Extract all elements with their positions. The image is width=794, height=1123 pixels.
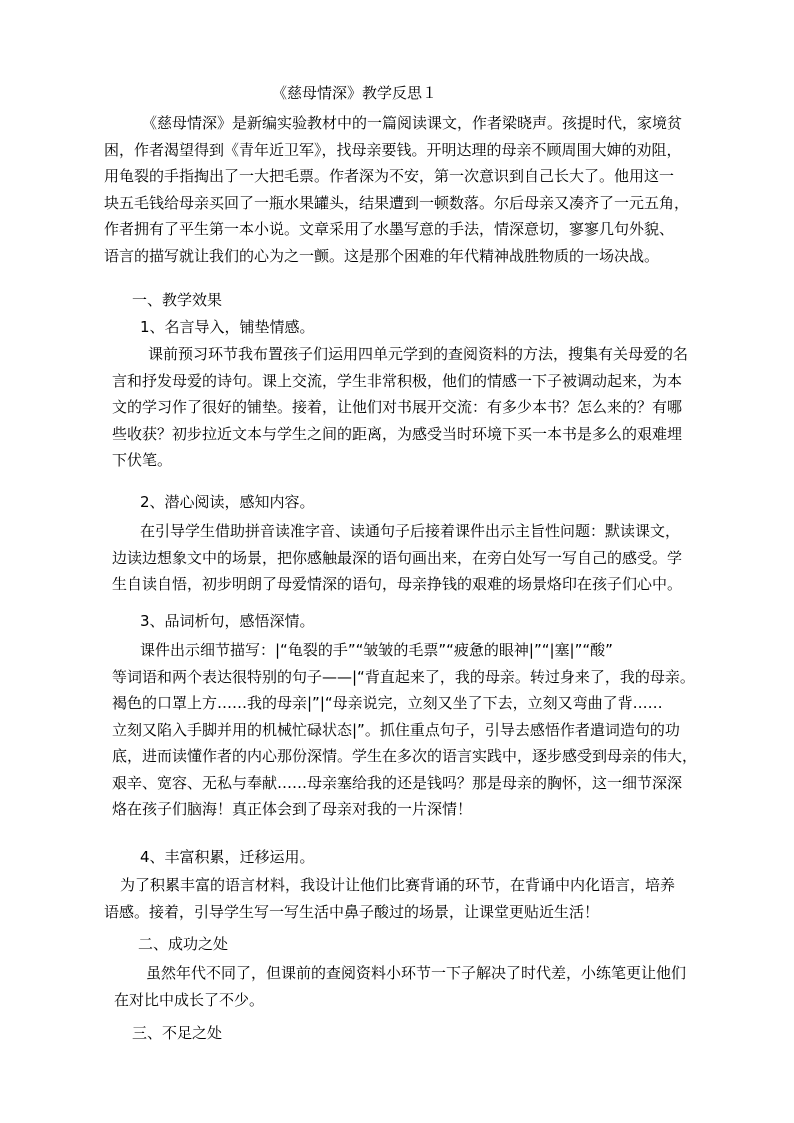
text-line: 为了积累丰富的语言材料，我设计让他们比赛背诵的环节，在背诵中内化语言，培养: [120, 876, 676, 894]
text-line: 文的学习作了很好的铺垫。接着，让他们对书展开交流：有多少本书？怎么来的？有哪: [112, 398, 683, 416]
text-line: 在对比中成长了不少。: [114, 990, 265, 1009]
text-line: 虽然年代不同了，但课前的查阅资料小环节一下子解决了时代差，小练笔更让他们: [146, 964, 687, 982]
text-line: 用龟裂的手指掏出了一大把毛票。作者深为不安，第一次意识到自己长大了。他用这一: [104, 167, 675, 185]
subheading-2: 2、潜心阅读，感知内容。: [140, 493, 315, 511]
text-line: 等词语和两个表达很特别的句子——|“背直起来了，我的母亲。转过身来了，我的母亲。: [112, 667, 695, 686]
section-heading-3: 三、不足之处: [132, 1024, 223, 1042]
text-line: 些收获？初步拉近文本与学生之间的距离，为感受当时环境下买一本书是多么的艰难埋: [112, 424, 683, 443]
text-line: 烙在孩子们脑海！真正体会到了母亲对我的一片深情！: [112, 800, 473, 818]
text-line: 语言的描写就让我们的心为之一颤。这是那个困难的年代精神战胜物质的一场决战。: [104, 246, 660, 265]
text-line: 言和抒发母爱的诗句。课上交流，学生非常积极，他们的情感一下子被调动起来，为本: [112, 371, 683, 390]
subheading-4: 4、丰富积累，迁移运用。: [140, 848, 315, 866]
text-line: 课件出示细节描写：|“龟裂的手”“皱皱的毛票”“疲惫的眼神|”“|塞|”“酸”: [140, 641, 613, 659]
text-line: 立刻又陷入手脚并用的机械忙碌状态|”。抓住重点句子，引导去感悟作者遣词造句的功: [112, 720, 680, 739]
text-line: 褐色的口罩上方……我的母亲|”|“母亲说完，立刻又坐了下去，立刻又弯曲了背……: [112, 694, 663, 712]
intro-paragraph: [104, 110, 724, 269]
paragraph-section2: [114, 960, 734, 1013]
section-heading-1: 一、教学效果: [132, 291, 223, 309]
section-heading-2: 二、成功之处: [138, 935, 229, 953]
text-line: 困，作者渴望得到《青年近卫军》，找母亲要钱。开明达理的母亲不顾周围大婶的劝阻，: [104, 140, 682, 159]
text-line: 语感。接着，引导学生写一写生活中鼻子酸过的场景，让课堂更贴近生活！: [104, 902, 600, 921]
text-line: 艰辛、宽容、无私与奉献……母亲塞给我的还是钱吗？那是母亲的胸怀，这一细节深深: [112, 773, 683, 792]
text-line: 作者拥有了平生第一本小说。文章采用了水墨写意的手法，情深意切，寥寥几句外貌、: [104, 220, 675, 238]
text-line: 底，进而读懂作者的内心那份深情。学生在多次的语言实践中，逐步感受到母亲的伟大，: [112, 747, 698, 765]
text-line: 在引导学生借助拼音读准字音、读通句子后接着课件出示主旨性问题：默读课文，: [140, 522, 681, 540]
text-line: 《慈母情深》是新编实验教材中的一篇阅读课文，作者梁晓声。孩提时代，家境贫: [142, 114, 683, 132]
subheading-1: 1、名言导入，铺垫情感。: [140, 318, 315, 336]
paragraph-sub3: [112, 637, 732, 823]
subheading-3: 3、品词析句，感悟深情。: [140, 612, 315, 630]
text-line: 边读边想象文中的场景，把你感触最深的语句画出来，在旁白处写一写自己的感受。学: [112, 548, 683, 567]
text-line: 生自读自悟，初步明朗了母爱情深的语句，母亲挣钱的艰难的场景烙印在孩子们心中。: [112, 575, 683, 593]
paragraph-sub1: [112, 341, 732, 474]
paragraph-sub4: [104, 872, 724, 925]
text-line: 下伏笔。: [112, 451, 173, 469]
text-line: 块五毛钱给母亲买回了一瓶水果罐头，结果遭到一顿数落。尔后母亲又凑齐了一元五角，: [104, 193, 690, 212]
text-line: 课前预习环节我布置孩子们运用四单元学到的查阅资料的方法，搜集有关母爱的名: [148, 345, 689, 363]
paragraph-sub2: [112, 518, 732, 598]
document-title: 《慈母情深》教学反思１: [272, 84, 438, 102]
